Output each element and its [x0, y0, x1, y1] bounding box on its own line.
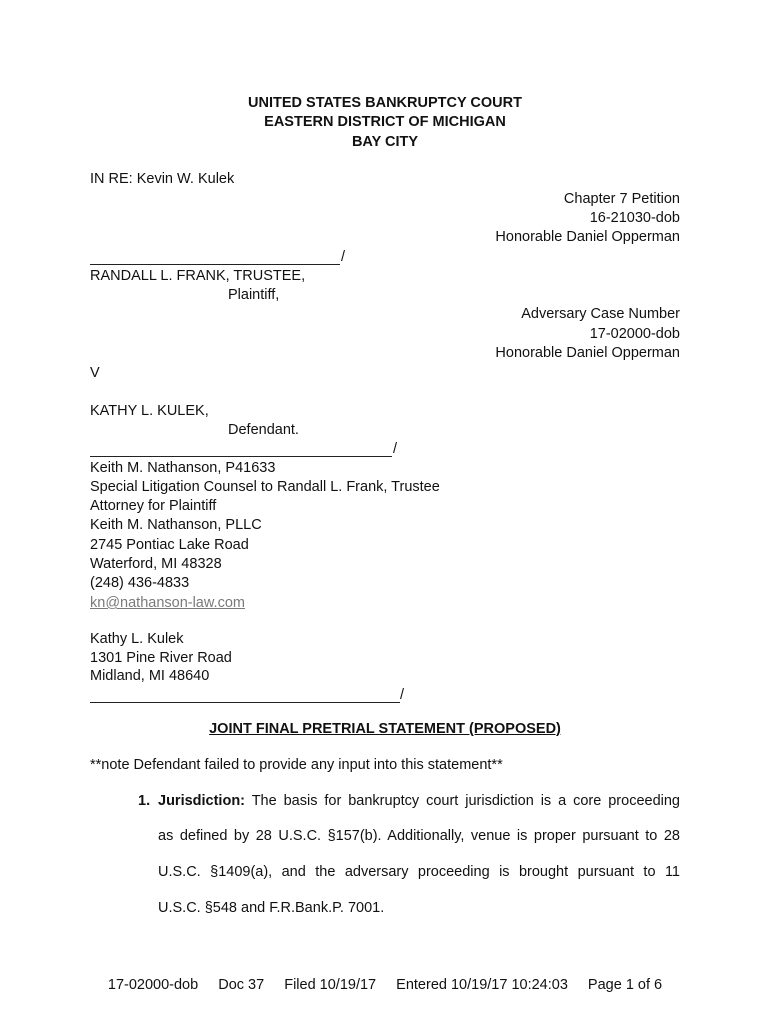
versus: V: [90, 365, 100, 381]
section-line: U.S.C. §1409(a), and the adversary proceeding is brought pursuant to 11: [158, 864, 680, 880]
adversary-case-number: 17-02000-dob: [589, 326, 680, 342]
defendant-note: **note Defendant failed to provide any input into this statement**: [90, 757, 503, 773]
footer-entered: Entered 10/19/17 10:24:03: [396, 977, 568, 993]
plaintiff-role: Plaintiff,: [228, 287, 280, 303]
defendant-address-city: Midland, MI 48640: [90, 668, 210, 684]
document-title: JOINT FINAL PRETRIAL STATEMENT (PROPOSED): [209, 721, 561, 737]
defendant-address-name: Kathy L. Kulek: [90, 631, 184, 647]
section-number: 1.: [138, 793, 151, 809]
attorney-title: Special Litigation Counsel to Randall L. Frank, Trustee: [90, 479, 440, 495]
main-case-judge: Honorable Daniel Opperman: [495, 229, 680, 245]
adversary-case-judge: Honorable Daniel Opperman: [495, 345, 680, 361]
attorney-city: Waterford, MI 48328: [90, 556, 222, 572]
section-line: U.S.C. §548 and F.R.Bank.P. 7001.: [158, 900, 385, 916]
attorney-firm: Keith M. Nathanson, PLLC: [90, 517, 262, 533]
defendant-role: Defendant.: [228, 422, 299, 438]
defendant-name: KATHY L. KULEK,: [90, 403, 209, 419]
section-line: as defined by 28 U.S.C. §157(b). Additionally, venue is proper pursuant to 28: [158, 828, 680, 844]
adversary-case-label: Adversary Case Number: [521, 306, 680, 322]
caption-slash: /: [393, 441, 398, 457]
footer-filed: Filed 10/19/17: [284, 977, 377, 993]
court-city: BAY CITY: [351, 134, 419, 150]
filing-footer: [0, 977, 770, 993]
attorney-street: 2745 Pontiac Lake Road: [90, 537, 249, 553]
caption-rule: [90, 456, 392, 457]
attorney-email-link[interactable]: kn@nathanson-law.com: [90, 595, 245, 611]
footer-page: Page 1 of 6: [587, 977, 663, 993]
defendant-address-street: 1301 Pine River Road: [90, 650, 232, 666]
footer-case: 17-02000-dob: [107, 977, 199, 993]
in-re-line: IN RE: Kevin W. Kulek: [90, 171, 235, 187]
section-heading: Jurisdiction:: [158, 793, 246, 809]
main-case-chapter: Chapter 7 Petition: [563, 191, 680, 207]
section-line: [158, 792, 680, 811]
caption-slash: /: [400, 687, 405, 703]
section-text: The basis for bankruptcy court jurisdiction is a core proceeding: [251, 793, 680, 809]
caption-rule: [90, 702, 400, 703]
court-district: EASTERN DISTRICT OF MICHIGAN: [264, 114, 506, 130]
caption-rule: [90, 264, 340, 265]
main-case-number: 16-21030-dob: [589, 210, 680, 226]
court-name: UNITED STATES BANKRUPTCY COURT: [248, 95, 522, 111]
attorney-for: Attorney for Plaintiff: [90, 498, 217, 514]
plaintiff-name: RANDALL L. FRANK, TRUSTEE,: [90, 268, 306, 284]
footer-doc: Doc 37: [218, 977, 265, 993]
attorney-name: Keith M. Nathanson, P41633: [90, 460, 276, 476]
attorney-phone: (248) 436-4833: [90, 575, 190, 591]
caption-slash: /: [341, 249, 346, 265]
